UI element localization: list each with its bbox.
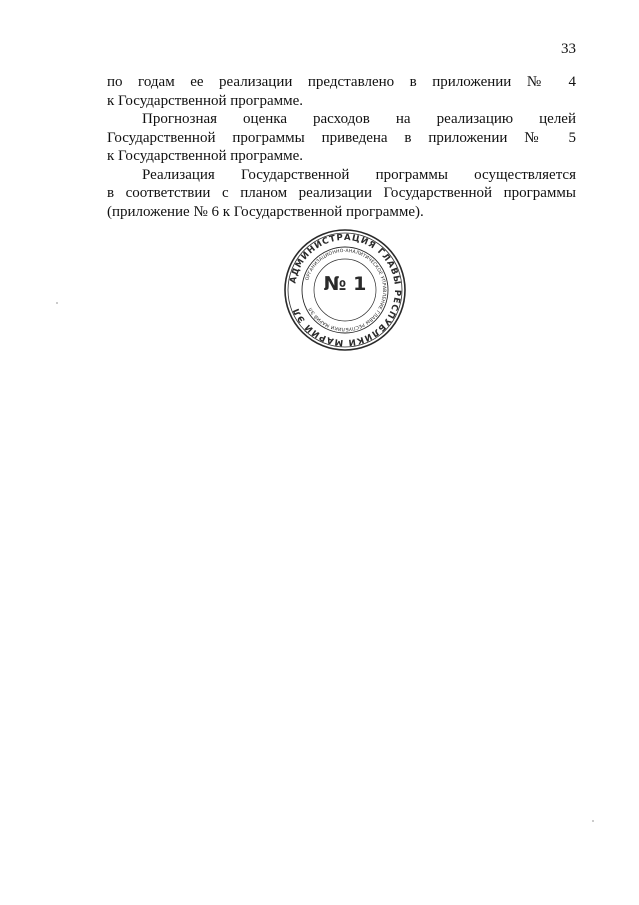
paragraph-2-line-2: Государственной программы приведена в приложении № 5: [107, 129, 576, 146]
scan-speck: [56, 302, 58, 304]
paragraph-3-line-3: (приложение № 6 к Государственной программе).: [107, 203, 424, 220]
official-stamp: [283, 228, 407, 352]
svg-text:ОРГАНИЗАЦИОННО-АНАЛИТИЧЕСКОЕ У: ОРГАНИЗАЦИОННО-АНАЛИТИЧЕСКОЕ УПРАВЛЕНИЕ ГЛАВЫ РЕСПУБЛИКИ МАРИЙ ЭЛ: [305, 248, 387, 332]
scan-speck: [592, 820, 594, 822]
paragraph-3: [107, 166, 576, 222]
paragraph-1-line-2: к Государственной программе.: [107, 92, 303, 109]
paragraph-1: [107, 73, 576, 110]
paragraph-2: [107, 110, 576, 166]
paragraph-1-line-1: по годам ее реализации представлено в приложении № 4: [107, 74, 576, 90]
page-number: 33: [561, 41, 576, 57]
paragraph-2-line-1: Прогнозная оценка расходов на реализацию целей: [142, 111, 576, 127]
svg-text:№ 1: № 1: [323, 273, 367, 295]
paragraph-3-line-1: Реализация Государственной программы осуществляется: [142, 166, 576, 183]
paragraph-2-line-3: к Государственной программе.: [107, 148, 303, 164]
paragraph-3-line-2: в соответствии с планом реализации Государственной программы: [107, 185, 576, 201]
svg-text:АДМИНИСТРАЦИЯ ГЛАВЫ РЕСПУБЛИКИ: АДМИНИСТРАЦИЯ ГЛАВЫ РЕСПУБЛИКИ МАРИЙ ЭЛ: [288, 232, 403, 348]
stamp-seal-graphic: [283, 228, 407, 352]
body-text: [107, 73, 576, 221]
